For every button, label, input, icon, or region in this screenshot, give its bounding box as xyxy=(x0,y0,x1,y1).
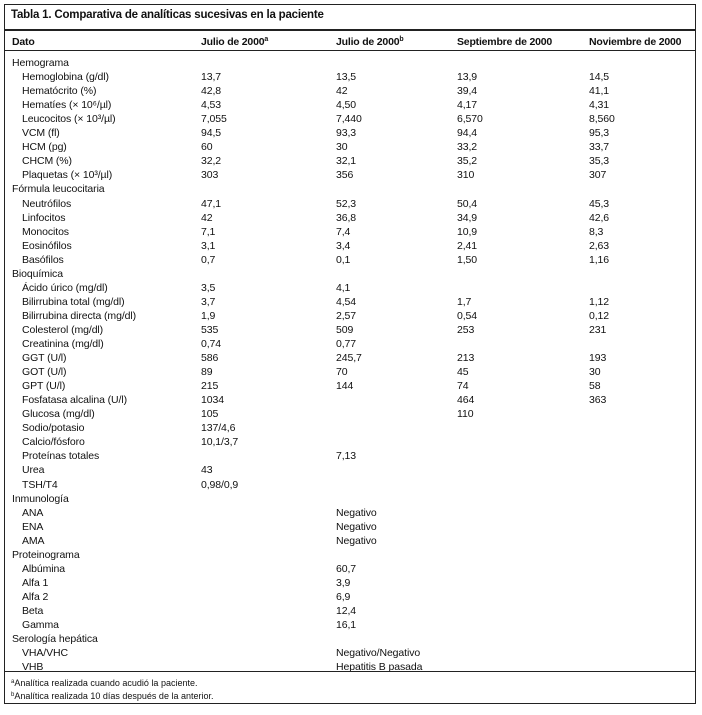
cell-col4: 2,63 xyxy=(589,239,610,252)
cell-col3: 6,570 xyxy=(457,113,483,126)
cell-col4: 8,3 xyxy=(589,225,604,238)
cell-col3: 33,2 xyxy=(457,141,478,154)
table-row xyxy=(5,605,695,619)
cell-col1: 215 xyxy=(201,380,219,393)
table-row xyxy=(5,71,695,85)
cell-col1: 303 xyxy=(201,169,219,182)
cell-col4: 193 xyxy=(589,352,607,365)
cell-col3: 253 xyxy=(457,323,475,336)
row-label: Albúmina xyxy=(22,562,65,575)
row-label: ANA xyxy=(22,506,44,519)
row-label: Alfa 1 xyxy=(22,576,49,589)
row-label: Creatinina (mg/dl) xyxy=(22,338,104,350)
row-label: Hematíes (× 10⁶/µl) xyxy=(22,99,112,112)
table-row xyxy=(5,212,695,226)
row-label: GOT (U/l) xyxy=(22,366,67,379)
table-row xyxy=(5,296,695,310)
table-row xyxy=(5,479,695,493)
cell-col4: 41,1 xyxy=(589,85,610,98)
row-label: Sodio/potasio xyxy=(22,422,85,435)
cell-col3: 1,50 xyxy=(457,253,478,266)
table-row xyxy=(5,563,695,577)
cell-col4: 1,16 xyxy=(589,253,610,266)
cell-col2: 245,7 xyxy=(336,352,362,365)
table-row xyxy=(5,254,695,268)
cell-col1: 47,1 xyxy=(201,197,222,210)
cell-col4: 14,5 xyxy=(589,71,610,84)
row-label: Hematócrito (%) xyxy=(22,85,97,98)
table-row xyxy=(5,422,695,436)
cell-col2: 3,4 xyxy=(336,239,351,252)
header-col3: Septiembre de 2000 xyxy=(457,36,553,48)
cell-col4: 307 xyxy=(589,169,607,182)
row-label: GGT (U/l) xyxy=(22,352,67,365)
row-label: Beta xyxy=(22,604,44,617)
cell-col1: 42 xyxy=(201,211,213,224)
section-label: Inmunología xyxy=(12,492,69,505)
cell-col4: 35,3 xyxy=(589,155,610,168)
cell-col1: 1034 xyxy=(201,394,224,407)
table-row xyxy=(5,240,695,254)
section-row xyxy=(5,633,695,647)
header-dato: Dato xyxy=(12,36,35,48)
cell-col3: 10,9 xyxy=(457,225,478,238)
row-label: HCM (pg) xyxy=(22,141,67,154)
row-label: VHA/VHC xyxy=(22,647,68,660)
header-col4: Noviembre de 2000 xyxy=(589,36,682,48)
cell-col4: 58 xyxy=(589,380,601,393)
cell-col3: 464 xyxy=(457,394,475,407)
cell-col3: 35,2 xyxy=(457,155,478,168)
cell-col4: 1,12 xyxy=(589,295,610,308)
section-label: Fórmula leucocitaria xyxy=(12,183,105,196)
cell-col3: 74 xyxy=(457,380,469,393)
cell-col3: 1,7 xyxy=(457,295,472,308)
row-label: Plaquetas (× 10³/µl) xyxy=(22,169,113,182)
table-frame xyxy=(4,4,696,704)
cell-col2: 4,54 xyxy=(336,295,357,308)
cell-col1: 4,53 xyxy=(201,99,222,112)
table-row xyxy=(5,85,695,99)
cell-col3: 50,4 xyxy=(457,197,478,210)
cell-col4: 95,3 xyxy=(589,127,610,140)
row-label: Calcio/fósforo xyxy=(22,436,85,449)
row-label: Bilirrubina directa (mg/dl) xyxy=(22,309,137,322)
section-label: Serología hepática xyxy=(12,633,98,646)
table-row xyxy=(5,535,695,549)
table-row xyxy=(5,338,695,352)
header-col1: Julio de 2000$^a$ xyxy=(201,36,269,48)
cell-col3: 45 xyxy=(457,366,469,379)
cell-col2: 4,1 xyxy=(336,281,351,294)
cell-col1: 7,1 xyxy=(201,225,216,238)
row-label: VHB xyxy=(22,661,44,674)
cell-col2: 7,440 xyxy=(336,113,362,126)
table-row xyxy=(5,619,695,633)
cell-col2: 12,4 xyxy=(336,604,357,617)
cell-col1: 60 xyxy=(201,141,213,154)
cell-col1: 535 xyxy=(201,323,219,336)
row-label: Basófilos xyxy=(22,253,64,266)
table-row xyxy=(5,113,695,127)
table-row xyxy=(5,141,695,155)
cell-col2: Negativo xyxy=(336,534,377,547)
table-row xyxy=(5,226,695,240)
row-label: Glucosa (mg/dl) xyxy=(22,408,95,421)
row-label: Fosfatasa alcalina (U/l) xyxy=(22,394,127,407)
cell-col3: 94,4 xyxy=(457,127,478,140)
table-row xyxy=(5,380,695,394)
cell-col1: 0,74 xyxy=(201,338,222,350)
cell-col2: 93,3 xyxy=(336,127,357,140)
cell-col3: 110 xyxy=(457,408,474,421)
cell-col2: 0,77 xyxy=(336,338,357,350)
cell-col3: 34,9 xyxy=(457,211,478,224)
footnote-a: $^a$Analítica realizada cuando acudió la paciente. xyxy=(11,678,198,688)
cell-col1: 89 xyxy=(201,366,213,379)
row-label: CHCM (%) xyxy=(22,155,72,168)
table-row xyxy=(5,464,695,478)
table-row xyxy=(5,394,695,408)
row-label: Urea xyxy=(22,464,45,477)
table-row xyxy=(5,366,695,380)
cell-col3: 39,4 xyxy=(457,85,478,98)
table-row xyxy=(5,521,695,535)
cell-col4: 42,6 xyxy=(589,211,610,224)
cell-col2: Negativo/Negativo xyxy=(336,647,421,660)
cell-col2: 70 xyxy=(336,366,348,379)
cell-col2: 32,1 xyxy=(336,155,357,168)
row-label: Proteínas totales xyxy=(22,450,100,463)
cell-col4: 30 xyxy=(589,366,601,379)
cell-col2: 30 xyxy=(336,141,348,154)
cell-col1: 3,7 xyxy=(201,295,216,308)
header-rule xyxy=(5,50,695,51)
table-row xyxy=(5,169,695,183)
table-row xyxy=(5,577,695,591)
table-row xyxy=(5,352,695,366)
footnote-b: $^b$Analítica realizada 10 días después de la anterior. xyxy=(11,691,214,701)
cell-col4: 33,7 xyxy=(589,141,610,154)
row-label: Leucocitos (× 10³/µl) xyxy=(22,113,116,126)
row-label: TSH/T4 xyxy=(22,478,58,491)
cell-col2: 6,9 xyxy=(336,590,351,603)
cell-col4: 45,3 xyxy=(589,197,610,210)
row-label: GPT (U/l) xyxy=(22,380,66,393)
cell-col2: 60,7 xyxy=(336,562,357,575)
header-col2: Julio de 2000$^b$ xyxy=(336,36,404,48)
cell-col2: 4,50 xyxy=(336,99,357,112)
cell-col1: 0,7 xyxy=(201,253,216,266)
cell-col1: 43 xyxy=(201,464,213,477)
cell-col2: Negativo xyxy=(336,506,377,519)
table-row xyxy=(5,324,695,338)
cell-col3: 213 xyxy=(457,352,475,365)
cell-col2: 7,4 xyxy=(336,225,351,238)
cell-col2: 7,13 xyxy=(336,450,357,463)
cell-col3: 0,54 xyxy=(457,309,478,322)
cell-col1: 105 xyxy=(201,408,219,421)
title-rule xyxy=(5,29,695,31)
cell-col3: 310 xyxy=(457,169,475,182)
cell-col3: 4,17 xyxy=(457,99,478,112)
cell-col2: 3,9 xyxy=(336,576,351,589)
table-row xyxy=(5,127,695,141)
row-label: AMA xyxy=(22,534,45,547)
table-row xyxy=(5,198,695,212)
row-label: Hemoglobina (g/dl) xyxy=(22,71,109,84)
table-row xyxy=(5,661,695,675)
cell-col2: Negativo xyxy=(336,520,377,533)
cell-col1: 0,98/0,9 xyxy=(201,478,239,491)
row-label: Ácido úrico (mg/dl) xyxy=(22,281,108,294)
table-row xyxy=(5,282,695,296)
cell-col2: 42 xyxy=(336,85,348,98)
cell-col1: 3,1 xyxy=(201,239,216,252)
section-row xyxy=(5,493,695,507)
cell-col3: 2,41 xyxy=(457,239,478,252)
table-row xyxy=(5,507,695,521)
row-label: Eosinófilos xyxy=(22,239,72,252)
table-row xyxy=(5,647,695,661)
cell-col2: 16,1 xyxy=(336,619,357,631)
cell-col4: 363 xyxy=(589,394,607,407)
section-row xyxy=(5,268,695,282)
bottom-rule xyxy=(5,671,695,672)
row-label: Colesterol (mg/dl) xyxy=(22,323,104,336)
table-row xyxy=(5,591,695,605)
cell-col1: 10,1/3,7 xyxy=(201,436,239,449)
cell-col2: 509 xyxy=(336,323,354,336)
cell-col1: 3,5 xyxy=(201,281,216,294)
table-row xyxy=(5,155,695,169)
cell-col2: 356 xyxy=(336,169,354,182)
section-label: Bioquímica xyxy=(12,267,63,280)
row-label: Linfocitos xyxy=(22,211,66,224)
cell-col4: 8,560 xyxy=(589,113,615,126)
cell-col2: 2,57 xyxy=(336,309,357,322)
cell-col1: 13,7 xyxy=(201,71,222,84)
row-label: Bilirrubina total (mg/dl) xyxy=(22,295,125,308)
cell-col1: 586 xyxy=(201,352,219,365)
row-label: ENA xyxy=(22,520,44,533)
table-row xyxy=(5,436,695,450)
cell-col1: 32,2 xyxy=(201,155,222,168)
cell-col1: 1,9 xyxy=(201,309,216,322)
table-title: Tabla 1. Comparativa de analíticas sucesivas en la paciente xyxy=(11,9,324,21)
cell-col1: 42,8 xyxy=(201,85,222,98)
section-row xyxy=(5,183,695,197)
cell-col2: 52,3 xyxy=(336,197,357,210)
cell-col1: 137/4,6 xyxy=(201,422,236,435)
row-label: Alfa 2 xyxy=(22,590,49,603)
cell-col3: 13,9 xyxy=(457,71,478,84)
cell-col2: 144 xyxy=(336,380,354,393)
table-row xyxy=(5,99,695,113)
section-row xyxy=(5,549,695,563)
cell-col2: Hepatitis B pasada xyxy=(336,661,423,674)
cell-col4: 0,12 xyxy=(589,309,610,322)
row-label: VCM (fl) xyxy=(22,127,60,140)
cell-col2: 13,5 xyxy=(336,71,357,84)
row-label: Gamma xyxy=(22,619,59,631)
row-label: Monocitos xyxy=(22,225,69,238)
row-label: Neutrófilos xyxy=(22,197,72,210)
cell-col2: 0,1 xyxy=(336,253,351,266)
cell-col1: 7,055 xyxy=(201,113,227,126)
cell-col4: 231 xyxy=(589,323,607,336)
section-label: Proteinograma xyxy=(12,548,80,561)
cell-col2: 36,8 xyxy=(336,211,357,224)
table-row xyxy=(5,408,695,422)
cell-col1: 94,5 xyxy=(201,127,222,140)
table-row xyxy=(5,310,695,324)
cell-col4: 4,31 xyxy=(589,99,610,112)
table-row xyxy=(5,450,695,464)
section-row xyxy=(5,57,695,71)
section-label: Hemograma xyxy=(12,57,69,69)
